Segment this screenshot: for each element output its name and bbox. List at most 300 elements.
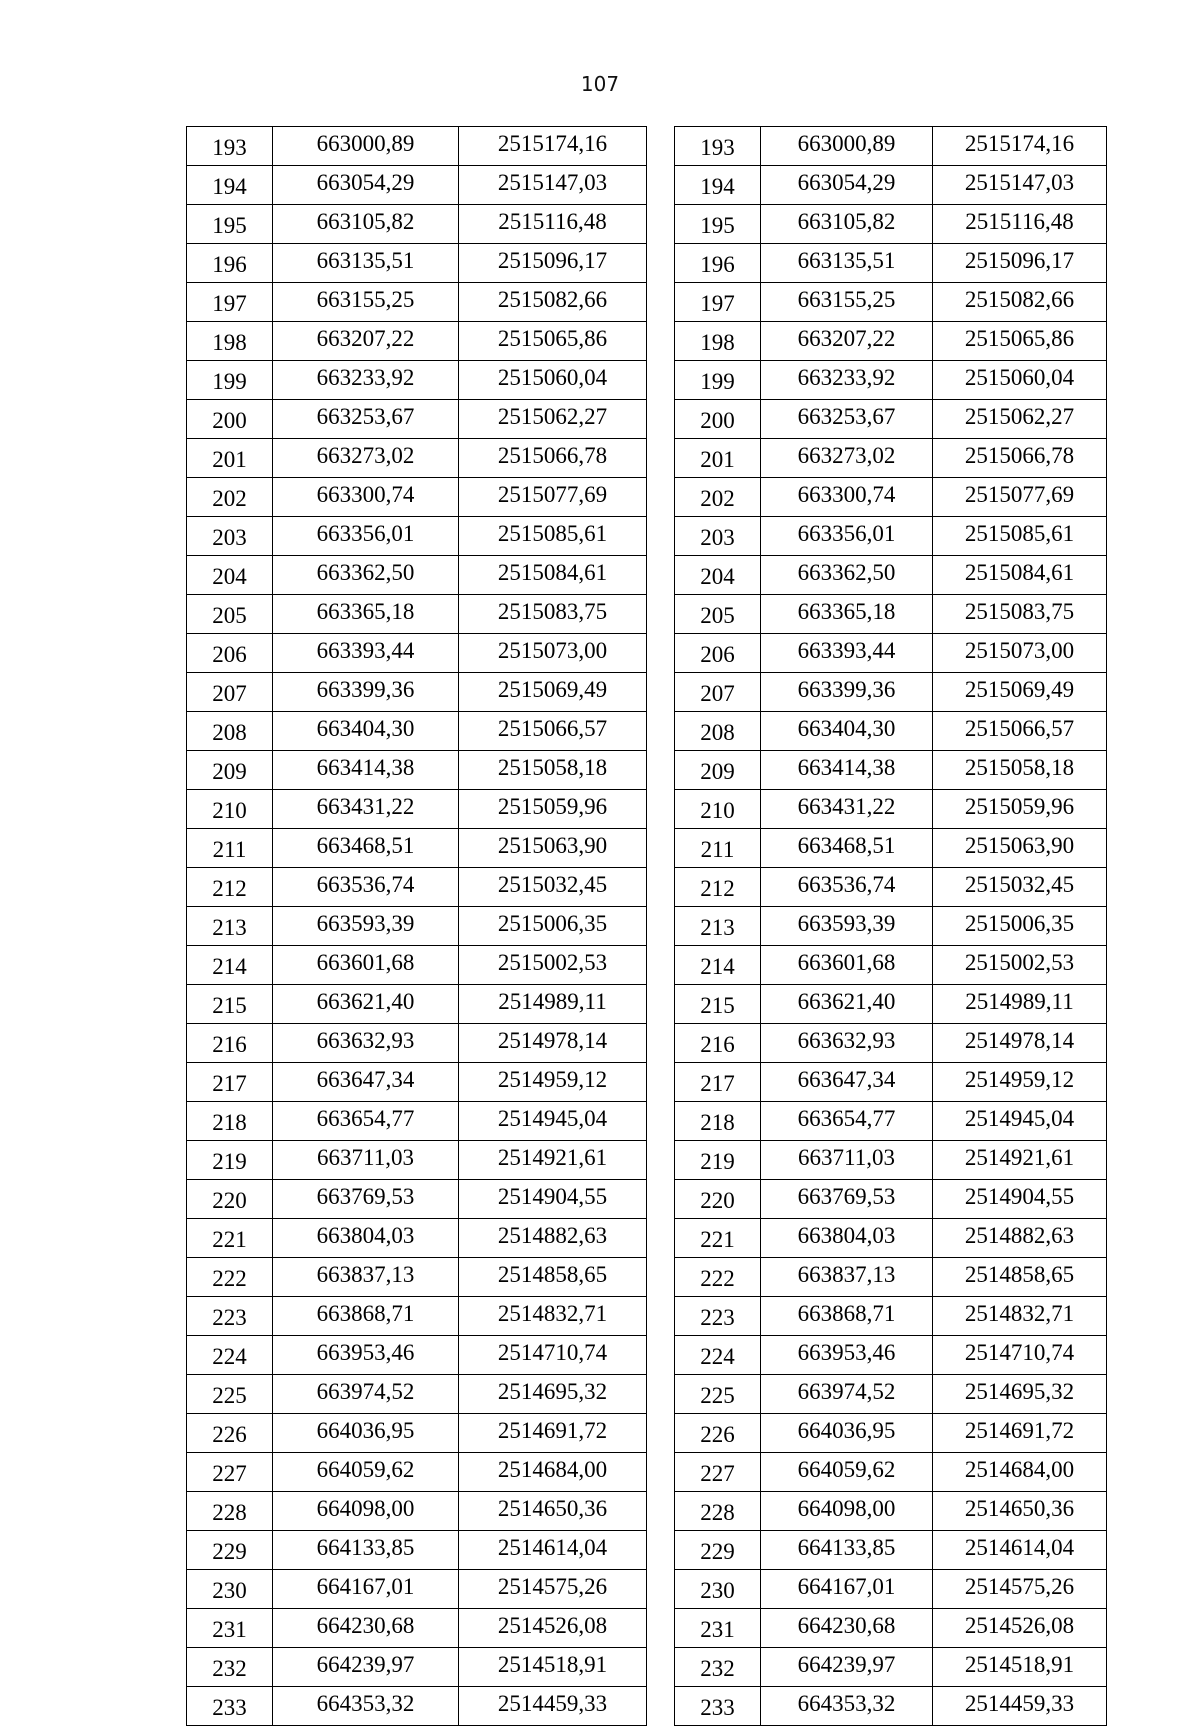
x-coordinate-cell: 663647,34 bbox=[761, 1063, 933, 1102]
x-coordinate-cell: 664059,62 bbox=[761, 1453, 933, 1492]
table-row bbox=[187, 946, 647, 985]
point-number-cell: 207 bbox=[675, 673, 761, 712]
y-coordinate-cell: 2514945,04 bbox=[459, 1102, 647, 1141]
table-row bbox=[675, 673, 1107, 712]
point-number-cell: 214 bbox=[675, 946, 761, 985]
x-coordinate-cell: 663953,46 bbox=[273, 1336, 459, 1375]
x-coordinate-cell: 663253,67 bbox=[273, 400, 459, 439]
y-coordinate-cell: 2515116,48 bbox=[933, 205, 1107, 244]
point-number-cell: 228 bbox=[187, 1492, 273, 1531]
point-number-cell: 193 bbox=[187, 127, 273, 166]
y-coordinate-cell: 2515065,86 bbox=[933, 322, 1107, 361]
x-coordinate-cell: 663468,51 bbox=[273, 829, 459, 868]
x-coordinate-cell: 663399,36 bbox=[273, 673, 459, 712]
y-coordinate-cell: 2515096,17 bbox=[933, 244, 1107, 283]
point-number-cell: 193 bbox=[675, 127, 761, 166]
table-row bbox=[675, 283, 1107, 322]
x-coordinate-cell: 663804,03 bbox=[273, 1219, 459, 1258]
x-coordinate-cell: 663233,92 bbox=[273, 361, 459, 400]
y-coordinate-cell: 2514684,00 bbox=[933, 1453, 1107, 1492]
y-coordinate-cell: 2514650,36 bbox=[933, 1492, 1107, 1531]
table-row bbox=[675, 1336, 1107, 1375]
x-coordinate-cell: 664230,68 bbox=[273, 1609, 459, 1648]
point-number-cell: 215 bbox=[675, 985, 761, 1024]
x-coordinate-cell: 664098,00 bbox=[761, 1492, 933, 1531]
table-row bbox=[675, 1687, 1107, 1726]
table-row bbox=[187, 127, 647, 166]
x-coordinate-cell: 663365,18 bbox=[273, 595, 459, 634]
table-row bbox=[187, 205, 647, 244]
point-number-cell: 203 bbox=[675, 517, 761, 556]
table-row bbox=[187, 1531, 647, 1570]
y-coordinate-cell: 2515084,61 bbox=[933, 556, 1107, 595]
x-coordinate-cell: 663300,74 bbox=[273, 478, 459, 517]
x-coordinate-cell: 663356,01 bbox=[761, 517, 933, 556]
y-coordinate-cell: 2514921,61 bbox=[933, 1141, 1107, 1180]
y-coordinate-cell: 2515002,53 bbox=[459, 946, 647, 985]
point-number-cell: 209 bbox=[187, 751, 273, 790]
point-number-cell: 208 bbox=[675, 712, 761, 751]
table-row bbox=[187, 907, 647, 946]
table-row bbox=[675, 244, 1107, 283]
y-coordinate-cell: 2515083,75 bbox=[459, 595, 647, 634]
table-row bbox=[675, 517, 1107, 556]
table-row bbox=[187, 1414, 647, 1453]
y-coordinate-cell: 2515147,03 bbox=[459, 166, 647, 205]
table-row bbox=[675, 1180, 1107, 1219]
y-coordinate-cell: 2515085,61 bbox=[459, 517, 647, 556]
y-coordinate-cell: 2515147,03 bbox=[933, 166, 1107, 205]
table-row bbox=[187, 595, 647, 634]
x-coordinate-cell: 663601,68 bbox=[273, 946, 459, 985]
point-number-cell: 194 bbox=[675, 166, 761, 205]
point-number-cell: 197 bbox=[675, 283, 761, 322]
point-number-cell: 222 bbox=[675, 1258, 761, 1297]
table-row bbox=[675, 478, 1107, 517]
y-coordinate-cell: 2515032,45 bbox=[459, 868, 647, 907]
point-number-cell: 233 bbox=[187, 1687, 273, 1726]
point-number-cell: 197 bbox=[187, 283, 273, 322]
table-row bbox=[675, 1258, 1107, 1297]
point-number-cell: 223 bbox=[675, 1297, 761, 1336]
table-row bbox=[675, 790, 1107, 829]
x-coordinate-cell: 663414,38 bbox=[761, 751, 933, 790]
point-number-cell: 230 bbox=[187, 1570, 273, 1609]
point-number-cell: 213 bbox=[675, 907, 761, 946]
x-coordinate-cell: 663155,25 bbox=[273, 283, 459, 322]
x-coordinate-cell: 663536,74 bbox=[273, 868, 459, 907]
y-coordinate-cell: 2515174,16 bbox=[933, 127, 1107, 166]
x-coordinate-cell: 663105,82 bbox=[273, 205, 459, 244]
table-row bbox=[187, 283, 647, 322]
table-row bbox=[675, 1102, 1107, 1141]
table-row bbox=[675, 829, 1107, 868]
x-coordinate-cell: 664230,68 bbox=[761, 1609, 933, 1648]
point-number-cell: 206 bbox=[675, 634, 761, 673]
y-coordinate-cell: 2515002,53 bbox=[933, 946, 1107, 985]
table-row bbox=[675, 1375, 1107, 1414]
y-coordinate-cell: 2514882,63 bbox=[459, 1219, 647, 1258]
y-coordinate-cell: 2515060,04 bbox=[933, 361, 1107, 400]
table-row bbox=[675, 1063, 1107, 1102]
table-row bbox=[187, 1687, 647, 1726]
y-coordinate-cell: 2515062,27 bbox=[933, 400, 1107, 439]
point-number-cell: 195 bbox=[675, 205, 761, 244]
x-coordinate-cell: 663431,22 bbox=[761, 790, 933, 829]
y-coordinate-cell: 2515085,61 bbox=[933, 517, 1107, 556]
point-number-cell: 229 bbox=[675, 1531, 761, 1570]
x-coordinate-cell: 663837,13 bbox=[761, 1258, 933, 1297]
point-number-cell: 223 bbox=[187, 1297, 273, 1336]
table-row bbox=[187, 1141, 647, 1180]
x-coordinate-cell: 663804,03 bbox=[761, 1219, 933, 1258]
point-number-cell: 212 bbox=[187, 868, 273, 907]
table-row bbox=[675, 205, 1107, 244]
point-number-cell: 225 bbox=[675, 1375, 761, 1414]
table-row bbox=[675, 1024, 1107, 1063]
table-row bbox=[187, 1609, 647, 1648]
point-number-cell: 229 bbox=[187, 1531, 273, 1570]
y-coordinate-cell: 2515116,48 bbox=[459, 205, 647, 244]
table-row bbox=[675, 439, 1107, 478]
x-coordinate-cell: 663654,77 bbox=[273, 1102, 459, 1141]
y-coordinate-cell: 2515096,17 bbox=[459, 244, 647, 283]
y-coordinate-cell: 2515058,18 bbox=[933, 751, 1107, 790]
point-number-cell: 194 bbox=[187, 166, 273, 205]
x-coordinate-cell: 663393,44 bbox=[273, 634, 459, 673]
coordinates-table-right bbox=[674, 126, 1107, 1726]
y-coordinate-cell: 2514526,08 bbox=[459, 1609, 647, 1648]
x-coordinate-cell: 663654,77 bbox=[761, 1102, 933, 1141]
x-coordinate-cell: 664098,00 bbox=[273, 1492, 459, 1531]
point-number-cell: 203 bbox=[187, 517, 273, 556]
y-coordinate-cell: 2514989,11 bbox=[459, 985, 647, 1024]
y-coordinate-cell: 2514904,55 bbox=[933, 1180, 1107, 1219]
table-row bbox=[675, 595, 1107, 634]
x-coordinate-cell: 663105,82 bbox=[761, 205, 933, 244]
table-row bbox=[187, 556, 647, 595]
x-coordinate-cell: 664167,01 bbox=[273, 1570, 459, 1609]
x-coordinate-cell: 663632,93 bbox=[761, 1024, 933, 1063]
table-row bbox=[675, 1414, 1107, 1453]
y-coordinate-cell: 2515077,69 bbox=[933, 478, 1107, 517]
x-coordinate-cell: 663621,40 bbox=[761, 985, 933, 1024]
point-number-cell: 219 bbox=[675, 1141, 761, 1180]
y-coordinate-cell: 2514518,91 bbox=[459, 1648, 647, 1687]
y-coordinate-cell: 2514518,91 bbox=[933, 1648, 1107, 1687]
table-row bbox=[187, 985, 647, 1024]
x-coordinate-cell: 663365,18 bbox=[761, 595, 933, 634]
y-coordinate-cell: 2514695,32 bbox=[933, 1375, 1107, 1414]
table-row bbox=[187, 634, 647, 673]
point-number-cell: 231 bbox=[187, 1609, 273, 1648]
point-number-cell: 198 bbox=[187, 322, 273, 361]
table-row bbox=[187, 1336, 647, 1375]
x-coordinate-cell: 664133,85 bbox=[273, 1531, 459, 1570]
table-row bbox=[675, 1297, 1107, 1336]
table-row bbox=[675, 556, 1107, 595]
x-coordinate-cell: 663632,93 bbox=[273, 1024, 459, 1063]
point-number-cell: 225 bbox=[187, 1375, 273, 1414]
table-row bbox=[187, 1102, 647, 1141]
point-number-cell: 202 bbox=[187, 478, 273, 517]
table-row bbox=[187, 1375, 647, 1414]
table-row bbox=[675, 985, 1107, 1024]
table-row bbox=[187, 751, 647, 790]
point-number-cell: 213 bbox=[187, 907, 273, 946]
x-coordinate-cell: 663837,13 bbox=[273, 1258, 459, 1297]
y-coordinate-cell: 2514978,14 bbox=[933, 1024, 1107, 1063]
point-number-cell: 198 bbox=[675, 322, 761, 361]
page-number: 107 bbox=[580, 72, 620, 96]
table-row bbox=[187, 517, 647, 556]
x-coordinate-cell: 663868,71 bbox=[761, 1297, 933, 1336]
x-coordinate-cell: 663601,68 bbox=[761, 946, 933, 985]
x-coordinate-cell: 663000,89 bbox=[761, 127, 933, 166]
x-coordinate-cell: 663404,30 bbox=[761, 712, 933, 751]
table-row bbox=[187, 1570, 647, 1609]
point-number-cell: 205 bbox=[675, 595, 761, 634]
point-number-cell: 218 bbox=[675, 1102, 761, 1141]
y-coordinate-cell: 2514695,32 bbox=[459, 1375, 647, 1414]
x-coordinate-cell: 663054,29 bbox=[761, 166, 933, 205]
y-coordinate-cell: 2515066,78 bbox=[933, 439, 1107, 478]
x-coordinate-cell: 664239,97 bbox=[273, 1648, 459, 1687]
x-coordinate-cell: 663207,22 bbox=[761, 322, 933, 361]
y-coordinate-cell: 2514978,14 bbox=[459, 1024, 647, 1063]
y-coordinate-cell: 2514858,65 bbox=[459, 1258, 647, 1297]
table-row bbox=[675, 361, 1107, 400]
x-coordinate-cell: 663593,39 bbox=[761, 907, 933, 946]
table-row bbox=[187, 1648, 647, 1687]
table-row bbox=[675, 751, 1107, 790]
point-number-cell: 215 bbox=[187, 985, 273, 1024]
x-coordinate-cell: 663953,46 bbox=[761, 1336, 933, 1375]
table-row bbox=[675, 1492, 1107, 1531]
point-number-cell: 218 bbox=[187, 1102, 273, 1141]
x-coordinate-cell: 664059,62 bbox=[273, 1453, 459, 1492]
point-number-cell: 214 bbox=[187, 946, 273, 985]
table-row bbox=[187, 1453, 647, 1492]
x-coordinate-cell: 663621,40 bbox=[273, 985, 459, 1024]
table-row bbox=[675, 907, 1107, 946]
point-number-cell: 216 bbox=[675, 1024, 761, 1063]
table-row bbox=[675, 1531, 1107, 1570]
y-coordinate-cell: 2515065,86 bbox=[459, 322, 647, 361]
table-row bbox=[675, 1570, 1107, 1609]
x-coordinate-cell: 663273,02 bbox=[761, 439, 933, 478]
y-coordinate-cell: 2515058,18 bbox=[459, 751, 647, 790]
table-row bbox=[187, 322, 647, 361]
x-coordinate-cell: 663135,51 bbox=[761, 244, 933, 283]
y-coordinate-cell: 2515082,66 bbox=[459, 283, 647, 322]
y-coordinate-cell: 2515069,49 bbox=[459, 673, 647, 712]
point-number-cell: 227 bbox=[187, 1453, 273, 1492]
y-coordinate-cell: 2514882,63 bbox=[933, 1219, 1107, 1258]
point-number-cell: 200 bbox=[187, 400, 273, 439]
x-coordinate-cell: 663769,53 bbox=[273, 1180, 459, 1219]
point-number-cell: 222 bbox=[187, 1258, 273, 1297]
point-number-cell: 204 bbox=[187, 556, 273, 595]
y-coordinate-cell: 2514684,00 bbox=[459, 1453, 647, 1492]
point-number-cell: 208 bbox=[187, 712, 273, 751]
y-coordinate-cell: 2514691,72 bbox=[459, 1414, 647, 1453]
x-coordinate-cell: 663233,92 bbox=[761, 361, 933, 400]
y-coordinate-cell: 2515066,57 bbox=[933, 712, 1107, 751]
point-number-cell: 231 bbox=[675, 1609, 761, 1648]
point-number-cell: 200 bbox=[675, 400, 761, 439]
x-coordinate-cell: 664133,85 bbox=[761, 1531, 933, 1570]
y-coordinate-cell: 2514959,12 bbox=[459, 1063, 647, 1102]
y-coordinate-cell: 2515006,35 bbox=[933, 907, 1107, 946]
y-coordinate-cell: 2515059,96 bbox=[933, 790, 1107, 829]
table-row bbox=[675, 1609, 1107, 1648]
point-number-cell: 205 bbox=[187, 595, 273, 634]
table-row bbox=[187, 244, 647, 283]
point-number-cell: 217 bbox=[675, 1063, 761, 1102]
x-coordinate-cell: 663300,74 bbox=[761, 478, 933, 517]
x-coordinate-cell: 663868,71 bbox=[273, 1297, 459, 1336]
point-number-cell: 201 bbox=[675, 439, 761, 478]
x-coordinate-cell: 663135,51 bbox=[273, 244, 459, 283]
x-coordinate-cell: 663207,22 bbox=[273, 322, 459, 361]
table-row bbox=[675, 868, 1107, 907]
y-coordinate-cell: 2514614,04 bbox=[933, 1531, 1107, 1570]
y-coordinate-cell: 2515066,78 bbox=[459, 439, 647, 478]
point-number-cell: 233 bbox=[675, 1687, 761, 1726]
point-number-cell: 224 bbox=[187, 1336, 273, 1375]
y-coordinate-cell: 2514575,26 bbox=[933, 1570, 1107, 1609]
coordinates-table-left bbox=[186, 126, 647, 1726]
x-coordinate-cell: 663593,39 bbox=[273, 907, 459, 946]
y-coordinate-cell: 2515084,61 bbox=[459, 556, 647, 595]
table-row bbox=[187, 1180, 647, 1219]
table-row bbox=[675, 634, 1107, 673]
x-coordinate-cell: 663356,01 bbox=[273, 517, 459, 556]
y-coordinate-cell: 2515083,75 bbox=[933, 595, 1107, 634]
y-coordinate-cell: 2515059,96 bbox=[459, 790, 647, 829]
y-coordinate-cell: 2514650,36 bbox=[459, 1492, 647, 1531]
table-row bbox=[675, 1219, 1107, 1258]
point-number-cell: 224 bbox=[675, 1336, 761, 1375]
point-number-cell: 210 bbox=[187, 790, 273, 829]
table-row bbox=[187, 1297, 647, 1336]
table-row bbox=[187, 1258, 647, 1297]
table-row bbox=[187, 166, 647, 205]
x-coordinate-cell: 663468,51 bbox=[761, 829, 933, 868]
table-row bbox=[675, 166, 1107, 205]
point-number-cell: 207 bbox=[187, 673, 273, 712]
table-row bbox=[675, 712, 1107, 751]
point-number-cell: 220 bbox=[675, 1180, 761, 1219]
table-row bbox=[187, 1219, 647, 1258]
x-coordinate-cell: 663711,03 bbox=[761, 1141, 933, 1180]
y-coordinate-cell: 2515060,04 bbox=[459, 361, 647, 400]
y-coordinate-cell: 2514526,08 bbox=[933, 1609, 1107, 1648]
x-coordinate-cell: 663253,67 bbox=[761, 400, 933, 439]
table-row bbox=[675, 127, 1107, 166]
point-number-cell: 217 bbox=[187, 1063, 273, 1102]
table-row bbox=[187, 1063, 647, 1102]
point-number-cell: 211 bbox=[675, 829, 761, 868]
x-coordinate-cell: 664353,32 bbox=[761, 1687, 933, 1726]
x-coordinate-cell: 663974,52 bbox=[761, 1375, 933, 1414]
x-coordinate-cell: 663054,29 bbox=[273, 166, 459, 205]
table-row bbox=[187, 400, 647, 439]
y-coordinate-cell: 2515073,00 bbox=[933, 634, 1107, 673]
y-coordinate-cell: 2515066,57 bbox=[459, 712, 647, 751]
x-coordinate-cell: 663362,50 bbox=[273, 556, 459, 595]
point-number-cell: 212 bbox=[675, 868, 761, 907]
y-coordinate-cell: 2514858,65 bbox=[933, 1258, 1107, 1297]
point-number-cell: 221 bbox=[675, 1219, 761, 1258]
point-number-cell: 226 bbox=[187, 1414, 273, 1453]
y-coordinate-cell: 2514459,33 bbox=[933, 1687, 1107, 1726]
point-number-cell: 202 bbox=[675, 478, 761, 517]
point-number-cell: 226 bbox=[675, 1414, 761, 1453]
point-number-cell: 201 bbox=[187, 439, 273, 478]
table-row bbox=[187, 712, 647, 751]
point-number-cell: 204 bbox=[675, 556, 761, 595]
point-number-cell: 196 bbox=[675, 244, 761, 283]
table-row bbox=[187, 478, 647, 517]
x-coordinate-cell: 663399,36 bbox=[761, 673, 933, 712]
x-coordinate-cell: 663273,02 bbox=[273, 439, 459, 478]
y-coordinate-cell: 2515077,69 bbox=[459, 478, 647, 517]
point-number-cell: 209 bbox=[675, 751, 761, 790]
y-coordinate-cell: 2515082,66 bbox=[933, 283, 1107, 322]
y-coordinate-cell: 2514945,04 bbox=[933, 1102, 1107, 1141]
point-number-cell: 216 bbox=[187, 1024, 273, 1063]
x-coordinate-cell: 663711,03 bbox=[273, 1141, 459, 1180]
y-coordinate-cell: 2515073,00 bbox=[459, 634, 647, 673]
point-number-cell: 195 bbox=[187, 205, 273, 244]
point-number-cell: 232 bbox=[187, 1648, 273, 1687]
table-row bbox=[675, 946, 1107, 985]
y-coordinate-cell: 2514959,12 bbox=[933, 1063, 1107, 1102]
table-row bbox=[187, 673, 647, 712]
x-coordinate-cell: 663362,50 bbox=[761, 556, 933, 595]
point-number-cell: 230 bbox=[675, 1570, 761, 1609]
table-row bbox=[675, 1648, 1107, 1687]
y-coordinate-cell: 2515063,90 bbox=[933, 829, 1107, 868]
point-number-cell: 219 bbox=[187, 1141, 273, 1180]
y-coordinate-cell: 2515063,90 bbox=[459, 829, 647, 868]
x-coordinate-cell: 664239,97 bbox=[761, 1648, 933, 1687]
point-number-cell: 227 bbox=[675, 1453, 761, 1492]
y-coordinate-cell: 2514710,74 bbox=[459, 1336, 647, 1375]
table-row bbox=[187, 361, 647, 400]
table-row bbox=[187, 790, 647, 829]
x-coordinate-cell: 664167,01 bbox=[761, 1570, 933, 1609]
point-number-cell: 196 bbox=[187, 244, 273, 283]
table-row bbox=[187, 1024, 647, 1063]
y-coordinate-cell: 2514710,74 bbox=[933, 1336, 1107, 1375]
x-coordinate-cell: 664036,95 bbox=[761, 1414, 933, 1453]
point-number-cell: 199 bbox=[675, 361, 761, 400]
point-number-cell: 220 bbox=[187, 1180, 273, 1219]
y-coordinate-cell: 2514575,26 bbox=[459, 1570, 647, 1609]
point-number-cell: 211 bbox=[187, 829, 273, 868]
table-row bbox=[675, 1453, 1107, 1492]
table-row bbox=[675, 400, 1107, 439]
x-coordinate-cell: 663000,89 bbox=[273, 127, 459, 166]
y-coordinate-cell: 2514989,11 bbox=[933, 985, 1107, 1024]
y-coordinate-cell: 2514614,04 bbox=[459, 1531, 647, 1570]
x-coordinate-cell: 664353,32 bbox=[273, 1687, 459, 1726]
point-number-cell: 210 bbox=[675, 790, 761, 829]
y-coordinate-cell: 2514459,33 bbox=[459, 1687, 647, 1726]
